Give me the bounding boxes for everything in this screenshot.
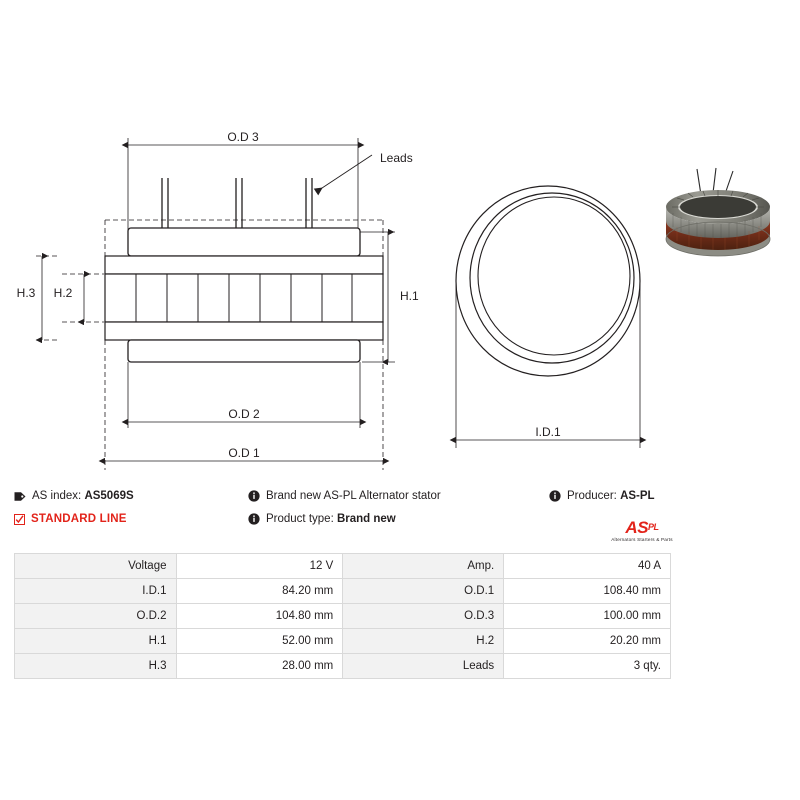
svg-text:H.3: H.3 <box>16 286 36 300</box>
spec-key: Leads <box>343 654 504 679</box>
spec-value: 28.00 mm <box>176 654 343 679</box>
spec-key: O.D.2 <box>15 604 177 629</box>
brand-name-text: AS <box>625 518 649 537</box>
table-row <box>15 554 671 579</box>
product-photo <box>655 165 781 270</box>
spec-key: H.1 <box>15 629 177 654</box>
spec-value: 108.40 mm <box>504 579 671 604</box>
info-icon <box>549 490 561 502</box>
spec-value: 12 V <box>176 554 343 579</box>
spec-key: H.3 <box>15 654 177 679</box>
spec-value: 52.00 mm <box>176 629 343 654</box>
description-text: Brand new AS-PL Alternator stator <box>266 490 441 502</box>
spec-key: Voltage <box>15 554 177 579</box>
as-pl-brand-logo <box>597 519 687 542</box>
svg-text:I.D.1: I.D.1 <box>535 425 561 439</box>
tag-icon <box>14 491 26 502</box>
spec-value: 100.00 mm <box>504 604 671 629</box>
spec-value: 40 A <box>504 554 671 579</box>
producer-label: Producer: <box>567 490 617 502</box>
as-index-row <box>14 490 134 502</box>
standard-line-label: STANDARD LINE <box>31 513 127 525</box>
standard-line-row <box>14 513 127 525</box>
product-type-label: Product type: <box>266 513 334 525</box>
brand-tagline: Alternators Starters & Parts <box>611 537 673 542</box>
info-icon <box>248 490 260 502</box>
spec-value: 20.20 mm <box>504 629 671 654</box>
svg-text:O.D 1: O.D 1 <box>228 446 260 460</box>
svg-text:H.2: H.2 <box>53 286 73 300</box>
spec-key: O.D.1 <box>343 579 504 604</box>
table-row <box>15 629 671 654</box>
spec-value: 3 qty. <box>504 654 671 679</box>
spec-key: Amp. <box>343 554 504 579</box>
as-index-label: AS index: <box>32 490 82 502</box>
as-index-value: AS5069S <box>84 490 134 502</box>
product-type-value: Brand new <box>336 513 396 525</box>
spec-key: I.D.1 <box>15 579 177 604</box>
svg-text:O.D 2: O.D 2 <box>228 407 260 421</box>
spec-key: O.D.3 <box>343 604 504 629</box>
brand-superscript: PL <box>648 522 659 532</box>
svg-text:Leads: Leads <box>380 151 413 165</box>
table-row <box>15 654 671 679</box>
producer-value: AS-PL <box>620 490 655 502</box>
table-row <box>15 604 671 629</box>
product-type-row <box>248 513 396 525</box>
spec-key: H.2 <box>343 629 504 654</box>
producer-row <box>549 490 655 502</box>
spec-value: 84.20 mm <box>176 579 343 604</box>
table-row <box>15 579 671 604</box>
svg-text:O.D 3: O.D 3 <box>227 130 259 144</box>
description-row <box>248 490 441 502</box>
brand-name <box>597 519 687 536</box>
checkbox-checked-icon <box>14 514 25 525</box>
spec-value: 104.80 mm <box>176 604 343 629</box>
specifications-table <box>14 553 671 679</box>
info-icon <box>248 513 260 525</box>
svg-text:H.1: H.1 <box>400 289 419 303</box>
